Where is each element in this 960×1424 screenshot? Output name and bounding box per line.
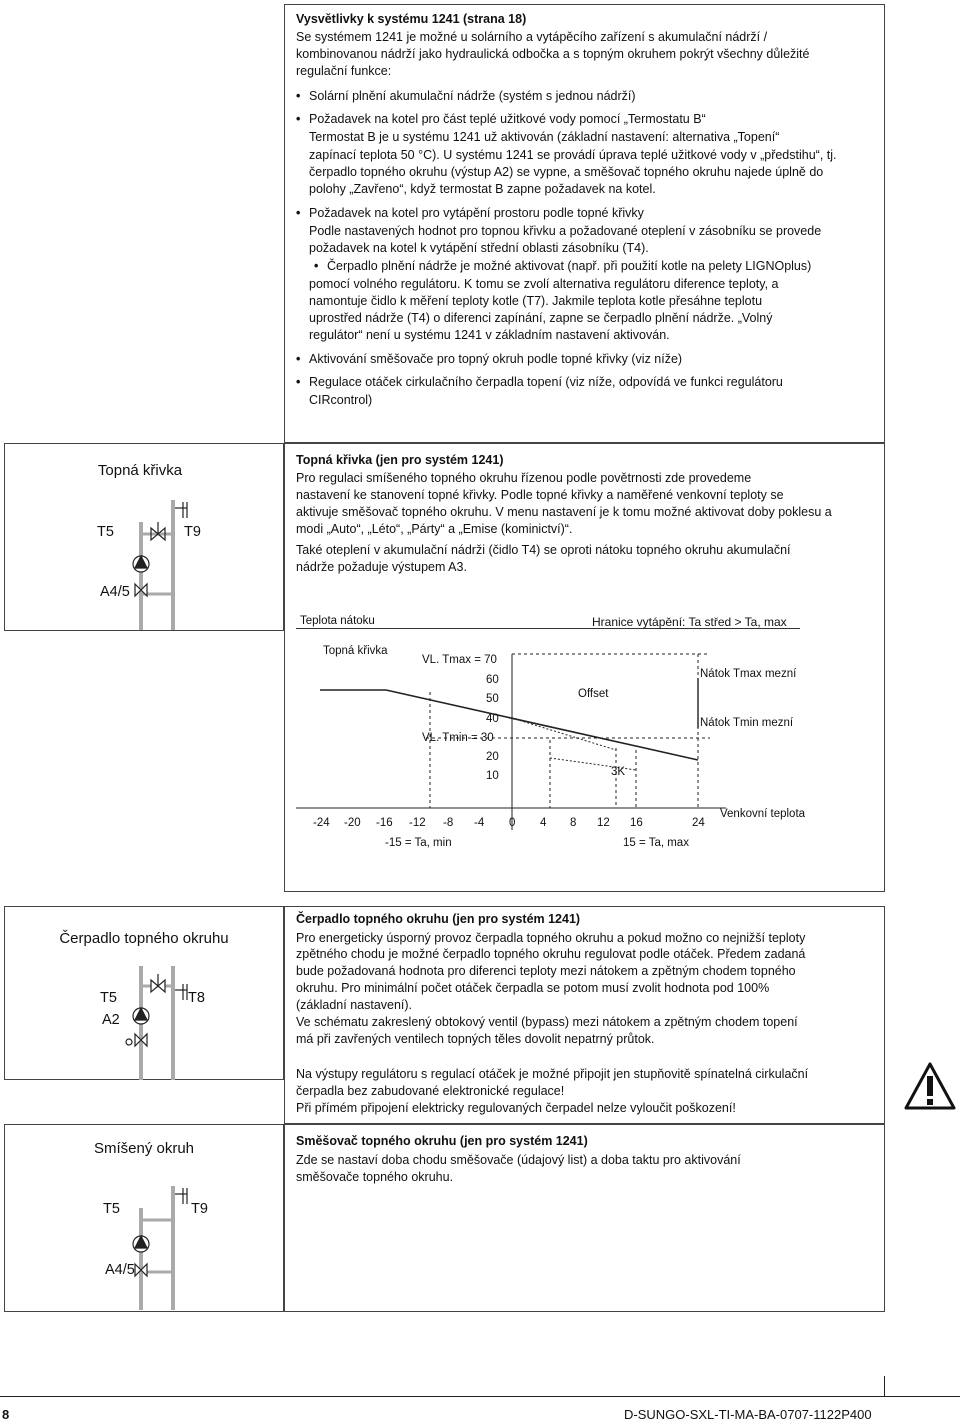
curve-text-line: nádrže požaduje výstupem A3. — [296, 560, 467, 574]
curve-text-line: modi „Auto“, „Léto“, „Párty“ a „Emise (kominictví)“. — [296, 522, 573, 536]
bullet-solar: • Solární plnění akumulační nádrže (systém s jednou nádrží) — [296, 89, 636, 103]
bullet-text-line: čerpadlo topného okruhu (výstup A2) se vypne, a směšovač topného okruhu najede úplně do — [309, 165, 824, 179]
graph-y-tick: VL. Tmin = 30 — [422, 732, 494, 744]
sensor-label-t5: T5 — [100, 990, 117, 1006]
sensor-label-t9: T9 — [191, 1201, 208, 1217]
warning-icon — [904, 1062, 956, 1110]
pump-section-title: Čerpadlo topného okruhu (jen pro systém 1241) — [296, 912, 581, 926]
graph-y-tick: 50 — [486, 693, 499, 705]
graph-x-title: Venkovní teplota — [720, 808, 806, 820]
sub-bullet-pump: • Čerpadlo plnění nádrže je možné aktivovat (např. při použití kotle na pelety LIGNOplus) — [314, 259, 812, 273]
graph-y-tick: VL. Tmax = 70 — [422, 654, 497, 666]
bullet-text-line: uprostřed nádrže (T4) o diferenci zapínání, zapne se čerpadlo plnění nádrže. „Volný — [309, 311, 773, 325]
bullet-text-line: CIRcontrol) — [309, 393, 373, 407]
graph-x-tick: 4 — [540, 817, 547, 829]
graph-natok-min: Nátok Tmin mezní — [700, 717, 794, 729]
sensor-label-t9: T9 — [184, 524, 201, 540]
graph-y-tick: 20 — [486, 751, 499, 763]
footer-rule — [0, 1396, 960, 1397]
graph-heating-limit: Hranice vytápění: Ta střed > Ta, max — [592, 615, 787, 629]
footer-divider — [884, 1376, 885, 1396]
pump-text-line: Pro energeticky úsporný provoz čerpadla topného okruhu a pokud možno co nejnižší teploty — [296, 931, 806, 945]
bullet-text-line: namontuje čidlo k měření teploty kotle (T7). Jakmile teplota kotle přesáhne teplotu — [309, 294, 763, 308]
heating-curve-graph — [296, 640, 726, 840]
graph-x-tick: -4 — [474, 817, 485, 829]
graph-x-tick: 8 — [570, 817, 577, 829]
graph-ta-min: -15 = Ta, min — [385, 837, 452, 849]
page-number: 8 — [2, 1407, 10, 1422]
mixer-caption: Smíšený okruh — [93, 1140, 195, 1157]
sensor-label-t5: T5 — [97, 524, 114, 540]
graph-x-tick: -8 — [443, 817, 454, 829]
mixed-circuit-diagram — [95, 1180, 215, 1310]
warning-text-line: Na výstupy regulátoru s regulací otáček je možné připojit jen stupňovitě spínatelná cirkulační — [296, 1067, 809, 1081]
graph-y-title: Teplota nátoku — [300, 615, 375, 627]
document-id: D-SUNGO-SXL-TI-MA-BA-0707-1122P400 — [624, 1407, 872, 1422]
graph-offset-label: Offset — [578, 688, 609, 700]
pump-text-line: má při zavřených ventilech topných těles dovolit nepatrný průtok. — [296, 1032, 655, 1046]
bullet-text-line: pomocí volného regulátoru. K tomu se zvolí alternativa regulátoru diference teploty, a — [309, 277, 779, 291]
pump-text-line: okruhu. Pro minimální počet otáček čerpadla se potom musí zvolit hodnota pod 100% — [296, 981, 770, 995]
graph-x-tick: -24 — [313, 817, 330, 829]
bullet-text-line: Podle nastavených hodnot pro topnou křivku a požadované oteplení v zásobníku se provede — [309, 224, 822, 238]
graph-x-tick: 24 — [692, 817, 705, 829]
mixing-circuit-diagram — [95, 492, 215, 630]
graph-ta-max: 15 = Ta, max — [623, 837, 689, 849]
bullet-mixer: • Aktivování směšovače pro topný okruh podle topné křivky (viz níže) — [296, 352, 683, 366]
mixer-text-line: směšovače topného okruhu. — [296, 1170, 454, 1184]
pump-text-line: zpětného chodu je možné čerpadlo topného okruhu regulovat podle otáček. Předem zadaná — [296, 947, 806, 961]
graph-natok-max: Nátok Tmax mezní — [700, 668, 797, 680]
sensor-label-t5: T5 — [103, 1201, 120, 1217]
curve-caption: Topná křivka — [97, 462, 183, 479]
mixer-section-title: Směšovač topného okruhu (jen pro systém 1241) — [296, 1134, 588, 1148]
mixer-text-line: Zde se nastaví doba chodu směšovače (údajový list) a doba taktu pro aktivování — [296, 1153, 741, 1167]
warning-text-line: Při přímém připojení elektricky regulovaných čerpadel nelze vyloučit poškození! — [296, 1101, 736, 1115]
bullet-heating-request: • Požadavek na kotel pro vytápění prostoru podle topné křivky — [296, 206, 644, 220]
output-label-a45: A4/5 — [105, 1262, 135, 1278]
bullet-text-line: zapínací teplota 50 °C). U systému 1241 se provádí úprava teplé užitkové vody v „předstihu“, tj. — [309, 148, 837, 162]
intro-title: Vysvětlivky k systému 1241 (strana 18) — [296, 12, 527, 26]
intro-line: kombinovanou nádrží jako hydraulická odbočka a s topným okruhem pokrýt všechny důležité — [296, 47, 810, 61]
bullet-speed: • Regulace otáček cirkulačního čerpadla topení (viz níže, odpovídá ve funkci regulátoru — [296, 375, 783, 389]
bullet-text-line: polohy „Zavřeno“, když termostat B zapne požadavek na kotel. — [309, 182, 656, 196]
graph-curve-label: Topná křivka — [323, 645, 388, 657]
curve-text-line: Pro regulaci smíšeného topného okruhu řízenou podle povětrnosti zde provedeme — [296, 471, 752, 485]
graph-x-tick: 16 — [630, 817, 643, 829]
graph-x-tick: 0 — [509, 817, 516, 829]
graph-x-tick: -20 — [344, 817, 361, 829]
sensor-label-t8: T8 — [188, 990, 205, 1006]
pump-caption: Čerpadlo topného okruhu — [59, 930, 229, 947]
bullet-text-line: požadavek na kotel k vytápění střední oblasti zásobníku (T4). — [309, 241, 649, 255]
warning-text-line: čerpadla bez zabudované elektronické regulace! — [296, 1084, 565, 1098]
bullet-text-line: Termostat B je u systému 1241 už aktivován (základní nastavení: alternativa „Topení“ — [309, 130, 780, 144]
output-label-a45: A4/5 — [100, 584, 130, 600]
pump-text-line: Ve schématu zakreslený obtokový ventil (bypass) mezi nátokem a zpětným chodem topení — [296, 1015, 798, 1029]
graph-y-tick: 10 — [486, 770, 499, 782]
graph-x-tick: -16 — [376, 817, 393, 829]
curve-text-line: nastavení ke stanovení topné křivky. Podle topné křivky a naměřené venkovní teploty se — [296, 488, 784, 502]
curve-text-line: Také oteplení v akumulační nádrži (čidlo T4) se oproti nátoku topného okruhu akumulační — [296, 543, 791, 557]
bullet-text-line: regulátor“ není u systému 1241 v základním nastavení aktivován. — [309, 328, 670, 342]
graph-3k-label: 3K — [611, 766, 626, 778]
intro-line: regulační funkce: — [296, 64, 392, 78]
intro-line: Se systémem 1241 je možné u solárního a vytápěcího zařízení s akumulační nádrží / — [296, 30, 768, 44]
curve-text-line: aktivuje směšovač topného okruhu. V menu nastavení je k tomu možné aktivovat doby poklesu a — [296, 505, 832, 519]
graph-y-tick: 40 — [486, 713, 499, 725]
graph-x-tick: 12 — [597, 817, 610, 829]
graph-y-tick: 60 — [486, 674, 499, 686]
curve-section-title: Topná křivka (jen pro systém 1241) — [296, 453, 504, 467]
pump-text-line: (základní nastavení). — [296, 998, 413, 1012]
graph-x-tick: -12 — [409, 817, 426, 829]
output-label-a2: A2 — [102, 1012, 120, 1028]
pump-text-line: bude požadovaná hodnota pro diferenci teploty mezi nátokem a zpětným chodem topného — [296, 964, 796, 978]
bullet-thermostat-b: • Požadavek na kotel pro část teplé užitkové vody pomocí „Termostatu B“ — [296, 112, 706, 126]
